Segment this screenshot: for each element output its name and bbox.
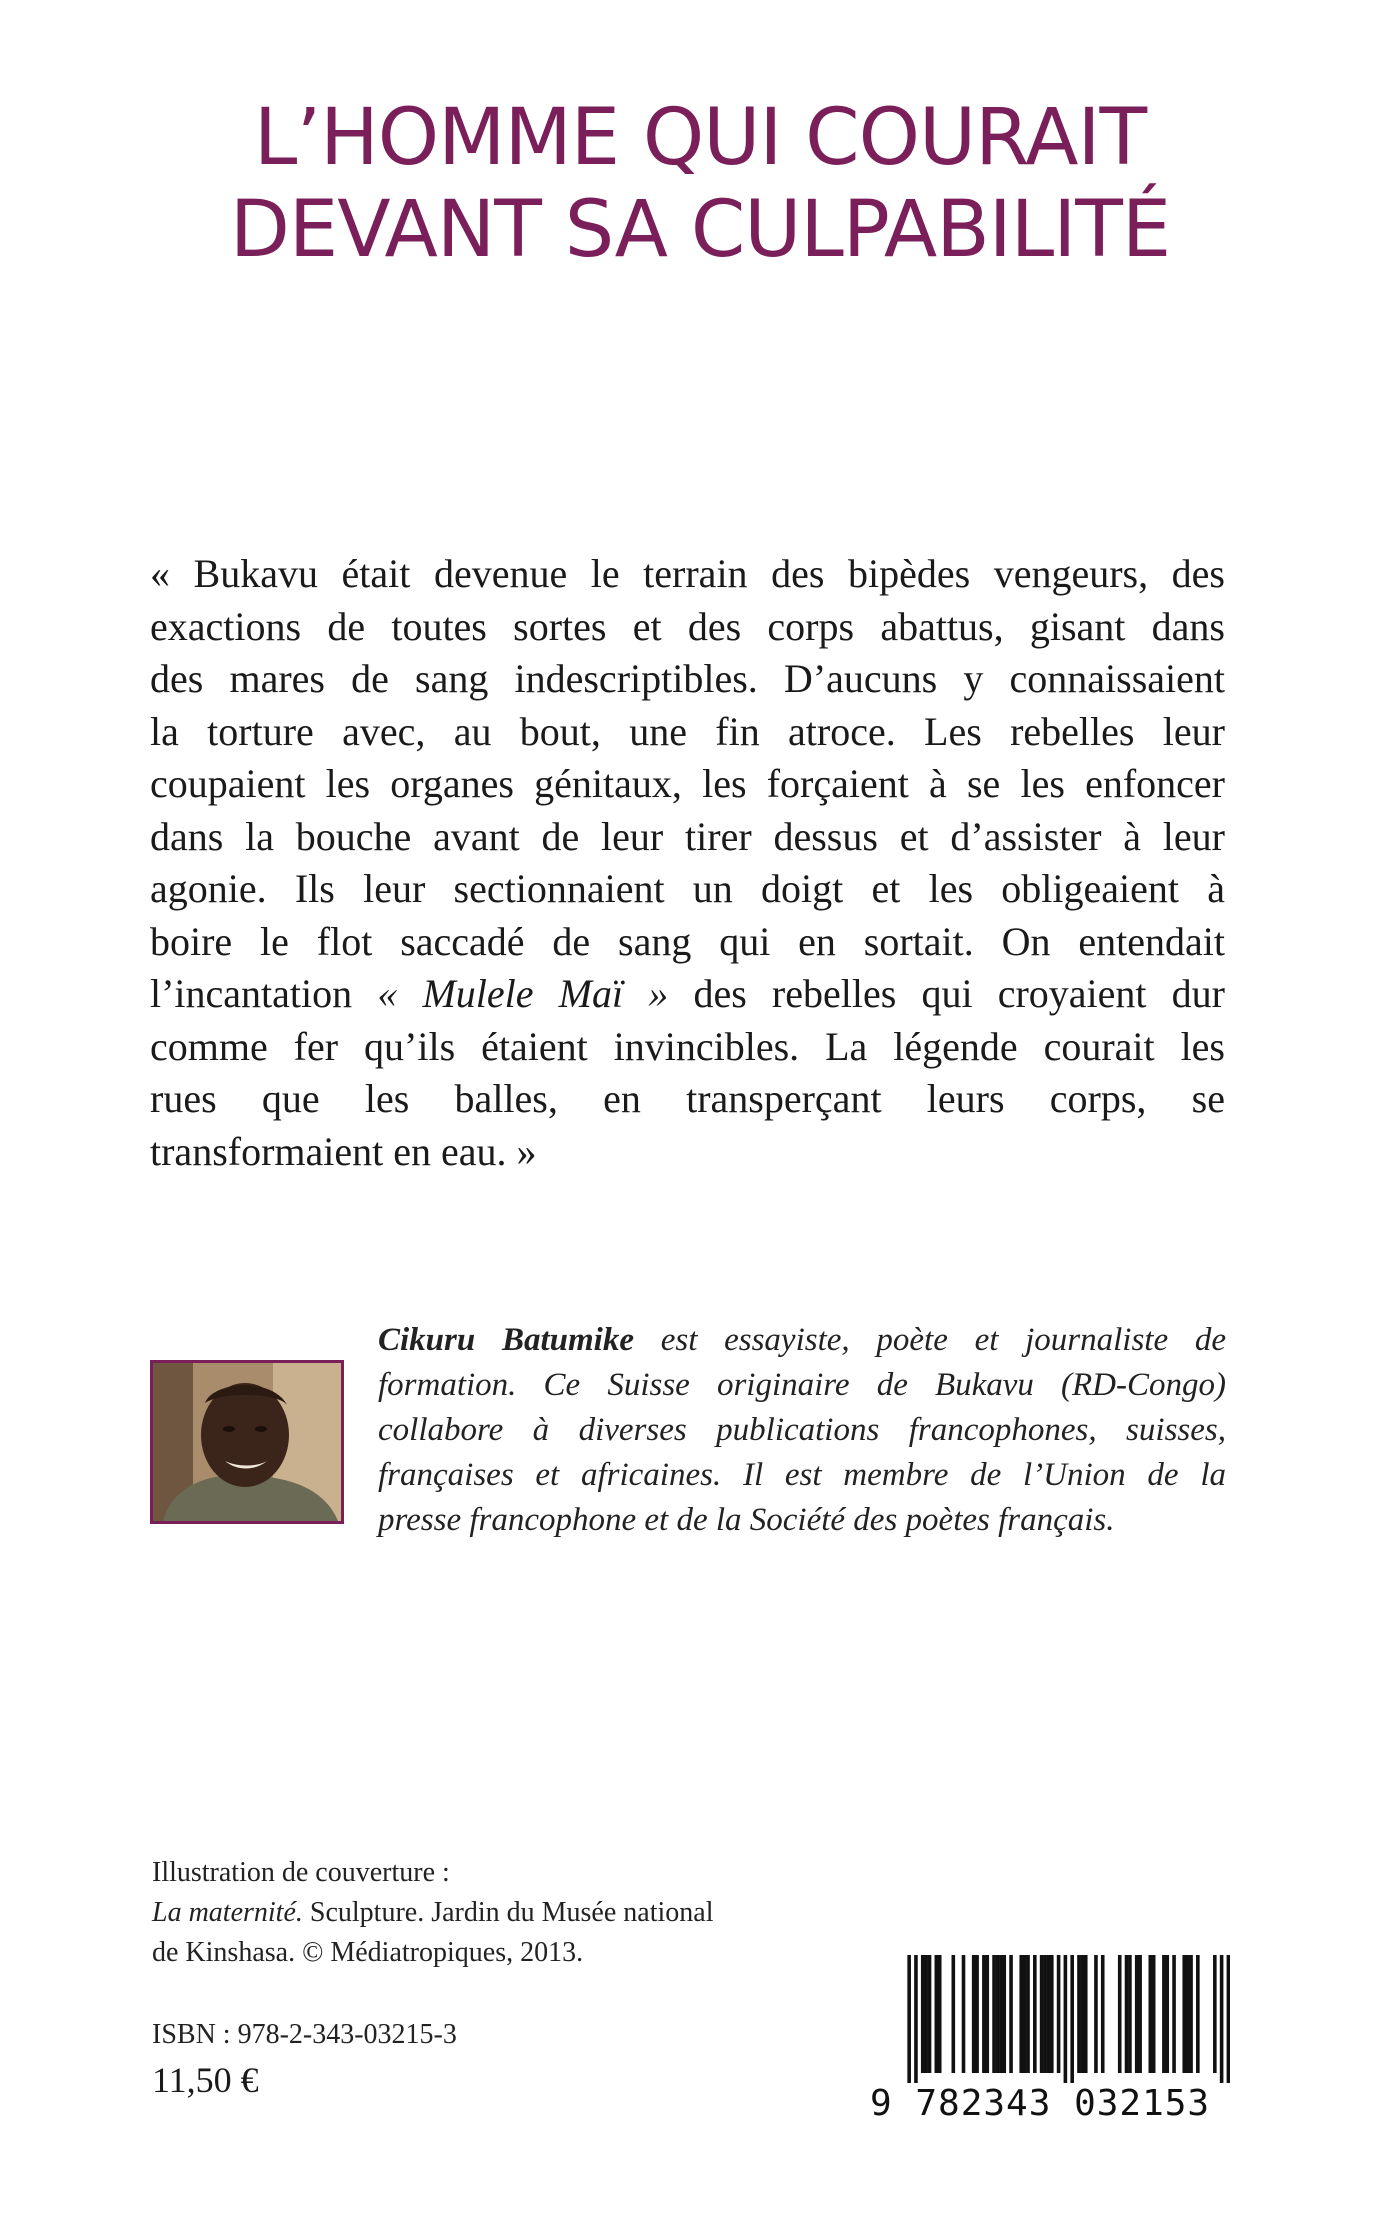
book-title <box>0 92 1400 276</box>
barcode-bar <box>1227 1955 1230 2083</box>
barcode-bar <box>1138 1955 1142 2073</box>
barcode-bar <box>938 1955 942 2073</box>
price-text: 11,50 € <box>152 2060 259 2100</box>
quote-line-incantation <box>150 968 1225 1021</box>
author-name: Cikuru Batumike <box>378 1322 634 1358</box>
barcode-bar <box>1213 1955 1217 2073</box>
barcode-bar <box>1002 1955 1006 2073</box>
barcode-bar <box>1077 1955 1081 2073</box>
barcode-bar <box>962 1955 966 2073</box>
barcode-bar <box>985 1955 989 2073</box>
quote-line: la torture avec, au bout, une fin atroce. Les rebelles leur <box>150 708 1225 754</box>
barcode-bar <box>1196 1955 1200 2073</box>
barcode-bar <box>1135 1955 1139 2073</box>
quote-line: transformaient en eau. » <box>150 1128 537 1174</box>
barcode-bar <box>952 1955 956 2073</box>
barcode-bar <box>1009 1955 1013 2073</box>
quote-line: agonie. Ils leur sectionnaient un doigt et les obligeaient à <box>150 866 1225 911</box>
bio-line: presse francophone et de la Société des poètes français. <box>378 1502 1115 1538</box>
incantation-text: « Mulele Maï » <box>377 971 669 1016</box>
excerpt-quote <box>150 548 1225 1178</box>
barcode-bar <box>1128 1955 1132 2073</box>
barcode-bar <box>1064 1955 1068 2083</box>
barcode-bar <box>1081 1955 1085 2073</box>
quote-line: dans la bouche avant de leur tirer dessus et d’assister à leur <box>150 813 1225 859</box>
barcode-bar <box>1094 1955 1098 2073</box>
barcode-bar <box>1182 1955 1186 2073</box>
quote-line: coupaient les organes génitaux, les forçaient à se les enfoncer <box>150 761 1225 806</box>
barcode-bar <box>1186 1955 1190 2073</box>
barcode-icon <box>870 1955 1230 2083</box>
author-photo <box>150 1360 344 1524</box>
barcode-bar <box>982 1955 986 2073</box>
quote-line: « Bukavu était devenue le terrain des bipèdes vengeurs, des <box>150 551 1225 596</box>
barcode-bar <box>1026 1955 1030 2073</box>
credits-line: Illustration de couverture : <box>152 1857 450 1888</box>
bio-line <box>378 1318 1226 1363</box>
barcode-bar <box>1172 1955 1176 2073</box>
credits-text: Sculpture. Jardin du Musée national <box>302 1897 714 1928</box>
barcode-bar <box>914 1955 918 2083</box>
author-bio <box>378 1318 1226 1543</box>
bio-line: formation. Ce Suisse originaire de Bukavu (RD-Congo) <box>378 1367 1226 1403</box>
barcode-bar <box>1043 1955 1047 2073</box>
barcode-bar <box>1033 1955 1037 2073</box>
barcode-bar <box>1040 1955 1044 2073</box>
barcode-bar <box>1220 1955 1224 2083</box>
barcode-bar <box>996 1955 1000 2073</box>
barcode-bar <box>975 1955 979 2073</box>
barcode-bar <box>1057 1955 1061 2073</box>
quote-text: l’incantation <box>150 971 378 1016</box>
quote-line: boire le flot saccadé de sang qui en sortait. On entendait <box>150 918 1225 964</box>
credits-line <box>152 1893 852 1933</box>
barcode-bar <box>1162 1955 1166 2073</box>
bio-line: françaises et africaines. Il est membre de l’Union de la <box>378 1457 1226 1493</box>
barcode-bar <box>935 1955 939 2073</box>
barcode-bar <box>1047 1955 1051 2073</box>
quote-line: rues que les balles, en transperçant leurs corps, se <box>150 1076 1225 1121</box>
author-portrait-icon <box>153 1363 341 1521</box>
quote-line: exactions de toutes sortes et des corps abattus, gisant dans <box>150 603 1225 649</box>
barcode-bar <box>1023 1955 1027 2073</box>
barcode-bar <box>1019 1955 1023 2073</box>
credits-line: de Kinshasa. © Médiatropiques, 2013. <box>152 1937 584 1968</box>
barcode-bar <box>1125 1955 1129 2073</box>
barcode-bar <box>1152 1955 1156 2073</box>
quote-line: comme fer qu’ils étaient invincibles. La légende courait les <box>150 1023 1225 1069</box>
barcode-bar <box>972 1955 976 2073</box>
barcode-bar <box>928 1955 932 2073</box>
barcode-bar <box>1189 1955 1193 2073</box>
barcode-bar <box>907 1955 911 2083</box>
barcode-bar <box>1118 1955 1122 2073</box>
bio-text: est essayiste, poète et journaliste de <box>633 1322 1226 1358</box>
barcode-bar <box>924 1955 928 2073</box>
quote-line: des mares de sang indescriptibles. D’aucuns y connaissaient <box>150 656 1225 701</box>
barcode-bar <box>992 1955 996 2073</box>
book-title-line-1: L’HOMME QUI COURAIT <box>253 93 1147 183</box>
barcode-bar <box>921 1955 925 2073</box>
isbn-text: ISBN : 978-2-343-03215-3 <box>152 2019 457 2050</box>
cover-credits <box>152 1853 852 1973</box>
book-title-line-2: DEVANT SA CULPABILITÉ <box>229 185 1171 275</box>
artwork-title: La maternité. <box>152 1897 303 1928</box>
barcode-digits: 9 782343 032153 <box>870 2083 1211 2124</box>
barcode-bar <box>1101 1955 1105 2073</box>
barcode-bar <box>1084 1955 1088 2073</box>
quote-text: des rebelles qui croyaient dur <box>668 971 1225 1016</box>
barcode-bar <box>999 1955 1003 2073</box>
barcode-bar <box>1165 1955 1169 2073</box>
barcode-bar <box>1070 1955 1074 2083</box>
barcode-bar <box>1148 1955 1152 2073</box>
barcode-bar <box>1050 1955 1054 2073</box>
bio-line: collabore à diverses publications francophones, suisses, <box>378 1412 1226 1448</box>
